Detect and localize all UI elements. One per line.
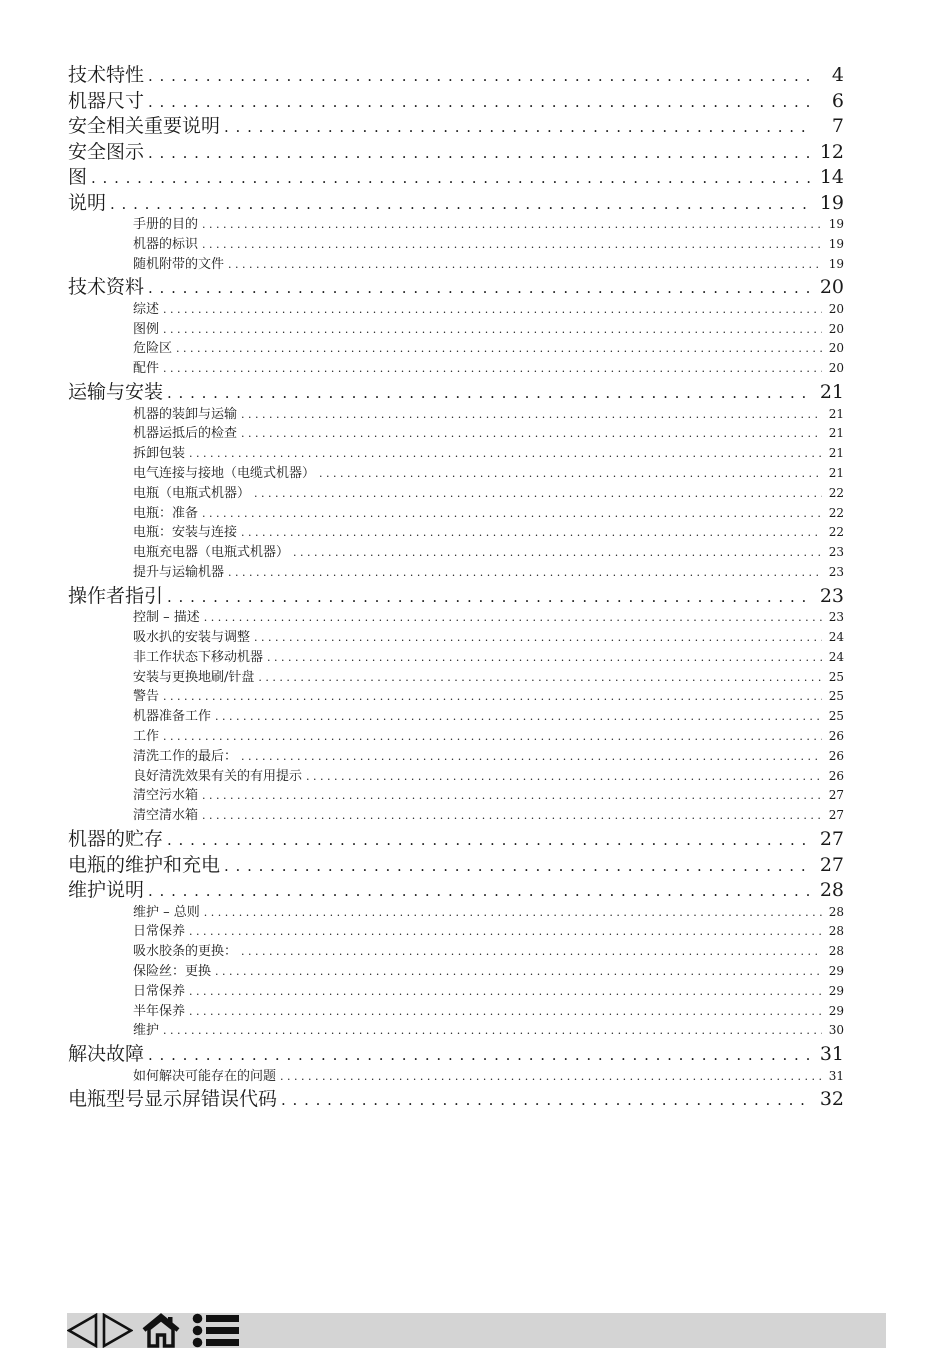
toc-entry-title: 日常保养 — [133, 924, 186, 940]
toc-dot-leader — [228, 566, 822, 579]
toc-chapter-entry[interactable] — [68, 377, 844, 403]
toc-section-entry[interactable] — [68, 765, 844, 785]
toc-entry-title: 工作 — [133, 729, 160, 745]
toc-dot-leader — [202, 218, 822, 231]
toc-entry-title: 机器的贮存 — [68, 828, 164, 850]
toc-entry-title: 综述 — [133, 301, 160, 317]
toc-section-entry[interactable] — [68, 804, 844, 824]
toc-entry-page-number: 21 — [828, 426, 844, 441]
toc-entry-page-number: 25 — [828, 669, 844, 684]
toc-section-entry[interactable] — [68, 940, 844, 960]
toc-dot-leader — [241, 750, 822, 763]
toc-dot-leader — [163, 303, 822, 316]
toc-dot-leader — [163, 323, 822, 336]
toc-entry-page-number: 21 — [828, 446, 844, 461]
toc-entry-title: 清洗工作的最后： — [133, 748, 238, 764]
toc-section-entry[interactable] — [68, 462, 844, 482]
toc-chapter-entry[interactable] — [68, 824, 844, 850]
toc-entry-title: 机器准备工作 — [133, 709, 212, 725]
toc-entry-page-number: 21 — [828, 406, 844, 421]
toc-chapter-entry[interactable] — [68, 272, 844, 298]
toc-entry-title: 电瓶（电瓶式机器） — [133, 485, 251, 501]
toc-dot-leader — [293, 546, 822, 559]
toc-entry-page-number: 6 — [831, 89, 844, 111]
toc-chapter-entry[interactable] — [68, 875, 844, 901]
toc-entry-page-number: 7 — [831, 115, 844, 137]
toc-dot-leader — [148, 144, 810, 162]
toc-section-entry[interactable] — [68, 901, 844, 921]
toc-entry-page-number: 28 — [828, 944, 844, 959]
toc-chapter-entry[interactable] — [68, 137, 844, 163]
toc-entry-page-number: 31 — [828, 1068, 844, 1083]
toc-dot-leader — [148, 1046, 810, 1064]
toc-entry-page-number: 23 — [819, 584, 844, 607]
toc-dot-leader — [189, 447, 822, 460]
toc-dot-leader — [258, 671, 822, 684]
table-of-contents — [68, 60, 844, 1110]
arrow-right-icon[interactable] — [101, 1313, 133, 1348]
toc-dot-leader — [91, 169, 810, 187]
toc-entry-title: 如何解决可能存在的问题 — [133, 1068, 277, 1084]
toc-entry-title: 吸水扒的安装与调整 — [133, 630, 251, 646]
toc-section-entry[interactable] — [68, 646, 844, 666]
toc-entry-page-number: 28 — [828, 904, 844, 919]
toc-section-entry[interactable] — [68, 422, 844, 442]
toc-section-entry[interactable] — [68, 318, 844, 338]
toc-entry-title: 电瓶型号显示屏错误代码 — [68, 1088, 278, 1110]
toc-entry-page-number: 22 — [828, 525, 844, 540]
toc-dot-leader — [202, 789, 822, 802]
toc-dot-leader — [224, 118, 810, 136]
toc-dot-leader — [254, 487, 822, 500]
toc-entry-title: 日常保养 — [133, 983, 186, 999]
toc-entry-page-number: 20 — [828, 321, 844, 336]
toc-dot-leader — [176, 342, 822, 355]
toc-section-entry[interactable] — [68, 541, 844, 561]
toc-entry-title: 配件 — [133, 361, 160, 377]
toc-dot-leader — [148, 279, 810, 297]
toc-section-entry[interactable] — [68, 920, 844, 940]
toc-dot-leader — [167, 831, 810, 849]
toc-section-entry[interactable] — [68, 298, 844, 318]
toc-section-entry[interactable] — [68, 606, 844, 626]
toc-entry-page-number: 32 — [819, 1088, 844, 1110]
toc-entry-title: 非工作状态下移动机器 — [133, 649, 264, 665]
toc-entry-page-number: 27 — [828, 808, 844, 823]
toc-chapter-entry[interactable] — [68, 86, 844, 112]
toc-dot-leader — [163, 730, 822, 743]
toc-entry-title: 电瓶充电器（电瓶式机器） — [133, 545, 290, 561]
toc-dot-leader — [319, 467, 822, 480]
toc-chapter-entry[interactable] — [68, 60, 844, 86]
toc-entry-page-number: 21 — [828, 465, 844, 480]
toc-dot-leader — [202, 238, 822, 251]
toc-entry-page-number: 20 — [828, 301, 844, 316]
toc-section-entry[interactable] — [68, 1000, 844, 1020]
toc-section-entry[interactable] — [68, 666, 844, 686]
toc-section-entry[interactable] — [68, 1019, 844, 1039]
toc-dot-leader — [267, 651, 822, 664]
toc-entry-title: 图例 — [133, 321, 160, 337]
toc-entry-page-number: 19 — [819, 191, 844, 213]
toc-section-entry[interactable] — [68, 442, 844, 462]
toc-entry-title: 运输与安装 — [68, 381, 164, 403]
toc-dot-leader — [148, 882, 810, 900]
toc-dot-leader — [167, 588, 810, 606]
toc-dot-leader — [189, 1005, 822, 1018]
toc-dot-leader — [241, 408, 822, 421]
toc-dot-leader — [202, 809, 822, 822]
toc-section-entry[interactable] — [68, 403, 844, 423]
toc-entry-title: 清空污水箱 — [133, 788, 199, 804]
toc-entry-page-number: 27 — [828, 788, 844, 803]
toc-entry-title: 机器的标识 — [133, 236, 199, 252]
toc-entry-page-number: 20 — [828, 341, 844, 356]
toc-entry-page-number: 26 — [828, 729, 844, 744]
toc-entry-page-number: 21 — [819, 381, 844, 403]
toc-entry-title: 维护 — [133, 1023, 160, 1039]
toc-chapter-entry[interactable] — [68, 162, 844, 188]
toc-entry-page-number: 31 — [819, 1043, 844, 1065]
toc-entry-page-number: 12 — [819, 140, 844, 162]
toc-dot-leader — [228, 258, 822, 271]
toc-chapter-entry[interactable] — [68, 850, 844, 876]
toc-dot-leader — [280, 1070, 822, 1083]
toc-entry-title: 操作者指引 — [68, 584, 164, 607]
toc-dot-leader — [163, 1024, 822, 1037]
toc-entry-title: 技术资料 — [68, 276, 145, 298]
toc-dot-leader — [215, 710, 822, 723]
toc-entry-title: 机器尺寸 — [68, 89, 145, 111]
toc-section-entry[interactable] — [68, 253, 844, 273]
toc-dot-leader — [254, 631, 822, 644]
toc-entry-title: 安装与更换地刷/针盘 — [133, 669, 255, 685]
toc-entry-page-number: 29 — [828, 983, 844, 998]
arrow-left-icon[interactable] — [67, 1313, 99, 1348]
toc-section-entry[interactable] — [68, 705, 844, 725]
toc-dot-leader — [202, 507, 822, 520]
toc-dot-leader — [167, 384, 810, 402]
toc-entry-page-number: 26 — [828, 768, 844, 783]
toc-section-entry[interactable] — [68, 784, 844, 804]
toc-entry-page-number: 26 — [828, 748, 844, 763]
toc-dot-leader — [306, 770, 822, 783]
toc-entry-title: 电气连接与接地（电缆式机器） — [133, 465, 316, 481]
toc-entry-title: 维护说明 — [68, 879, 145, 901]
toc-entry-page-number: 28 — [828, 924, 844, 939]
toc-entry-page-number: 20 — [819, 276, 844, 298]
toc-entry-title: 警告 — [133, 689, 160, 705]
toc-dot-leader — [110, 195, 810, 213]
toc-entry-page-number: 4 — [831, 64, 844, 86]
toc-section-entry[interactable] — [68, 626, 844, 646]
toc-chapter-entry[interactable] — [68, 111, 844, 137]
toc-section-entry[interactable] — [68, 745, 844, 765]
toc-entry-page-number: 19 — [828, 236, 844, 251]
toc-entry-title: 机器的装卸与运输 — [133, 406, 238, 422]
toc-entry-title: 清空清水箱 — [133, 808, 199, 824]
toc-entry-title: 维护 – 总则 — [133, 904, 200, 920]
toc-entry-title: 说明 — [68, 191, 107, 213]
toc-entry-title: 半年保养 — [133, 1003, 186, 1019]
toc-chapter-entry[interactable] — [68, 1039, 844, 1065]
toc-entry-page-number: 24 — [828, 630, 844, 645]
toc-dot-leader — [241, 427, 822, 440]
toc-entry-page-number: 29 — [828, 963, 844, 978]
toc-entry-title: 电瓶的维护和充电 — [68, 853, 221, 876]
toc-entry-page-number: 28 — [819, 879, 844, 901]
toc-entry-title: 图 — [68, 166, 88, 188]
toc-chapter-entry[interactable] — [68, 1084, 844, 1110]
toc-entry-page-number: 30 — [828, 1023, 844, 1038]
toc-chapter-entry[interactable] — [68, 188, 844, 214]
toc-entry-title: 保险丝：更换 — [133, 963, 212, 979]
toc-section-entry[interactable] — [68, 980, 844, 1000]
toc-section-entry[interactable] — [68, 213, 844, 233]
toc-entry-page-number: 19 — [828, 256, 844, 271]
toc-entry-page-number: 27 — [819, 853, 844, 876]
toc-entry-title: 良好清洗效果有关的有用提示 — [133, 768, 303, 784]
toc-entry-page-number: 20 — [828, 361, 844, 376]
toc-entry-title: 控制 – 描述 — [133, 610, 200, 626]
toc-entry-title: 技术特性 — [68, 64, 145, 86]
toc-dot-leader — [189, 925, 822, 938]
toc-dot-leader — [163, 362, 822, 375]
toc-entry-title: 危险区 — [133, 341, 173, 357]
toc-entry-page-number: 22 — [828, 485, 844, 500]
toc-entry-title: 解决故障 — [68, 1043, 145, 1065]
toc-entry-page-number: 23 — [828, 545, 844, 560]
toc-section-entry[interactable] — [68, 502, 844, 522]
toc-dot-leader — [189, 985, 822, 998]
toc-dot-leader — [204, 906, 822, 919]
toc-section-entry[interactable] — [68, 521, 844, 541]
toc-section-entry[interactable] — [68, 685, 844, 705]
toc-entry-title: 机器运抵后的检查 — [133, 426, 238, 442]
toc-chapter-entry[interactable] — [68, 581, 844, 607]
toc-dot-leader — [241, 526, 822, 539]
toc-entry-page-number: 23 — [828, 610, 844, 625]
toc-entry-title: 安全相关重要说明 — [68, 115, 221, 137]
toc-section-entry[interactable] — [68, 725, 844, 745]
toc-section-entry[interactable] — [68, 233, 844, 253]
toc-entry-page-number: 14 — [819, 166, 844, 188]
toc-section-entry[interactable] — [68, 1065, 844, 1085]
toc-entry-title: 电瓶：安装与连接 — [133, 525, 238, 541]
toc-entry-page-number: 27 — [819, 828, 844, 850]
list-icon[interactable] — [191, 1313, 241, 1348]
toc-section-entry[interactable] — [68, 482, 844, 502]
toc-dot-leader — [204, 611, 822, 624]
toc-section-entry[interactable] — [68, 337, 844, 357]
toc-entry-title: 吸水胶条的更换： — [133, 944, 238, 960]
toc-section-entry[interactable] — [68, 561, 844, 581]
toc-dot-leader — [163, 690, 822, 703]
toc-entry-page-number: 25 — [828, 709, 844, 724]
toc-entry-title: 电瓶：准备 — [133, 505, 199, 521]
toc-dot-leader — [241, 945, 822, 958]
toc-entry-page-number: 25 — [828, 689, 844, 704]
toc-entry-title: 安全图示 — [68, 140, 145, 162]
toc-dot-leader — [281, 1091, 810, 1109]
nav-bar — [67, 1313, 886, 1348]
toc-entry-page-number: 24 — [828, 649, 844, 664]
toc-entry-title: 提升与运输机器 — [133, 564, 225, 580]
toc-entry-page-number: 19 — [828, 217, 844, 231]
home-icon[interactable] — [141, 1313, 181, 1348]
toc-entry-title: 手册的目的 — [133, 217, 199, 232]
toc-entry-title: 随机附带的文件 — [133, 256, 225, 272]
toc-section-entry[interactable] — [68, 357, 844, 377]
toc-dot-leader — [215, 965, 822, 978]
toc-entry-page-number: 23 — [828, 564, 844, 579]
toc-entry-page-number: 22 — [828, 505, 844, 520]
toc-dot-leader — [148, 93, 810, 111]
toc-dot-leader — [148, 67, 810, 85]
toc-dot-leader — [224, 857, 810, 875]
toc-entry-page-number: 29 — [828, 1003, 844, 1018]
toc-section-entry[interactable] — [68, 960, 844, 980]
toc-entry-title: 拆卸包装 — [133, 446, 186, 462]
